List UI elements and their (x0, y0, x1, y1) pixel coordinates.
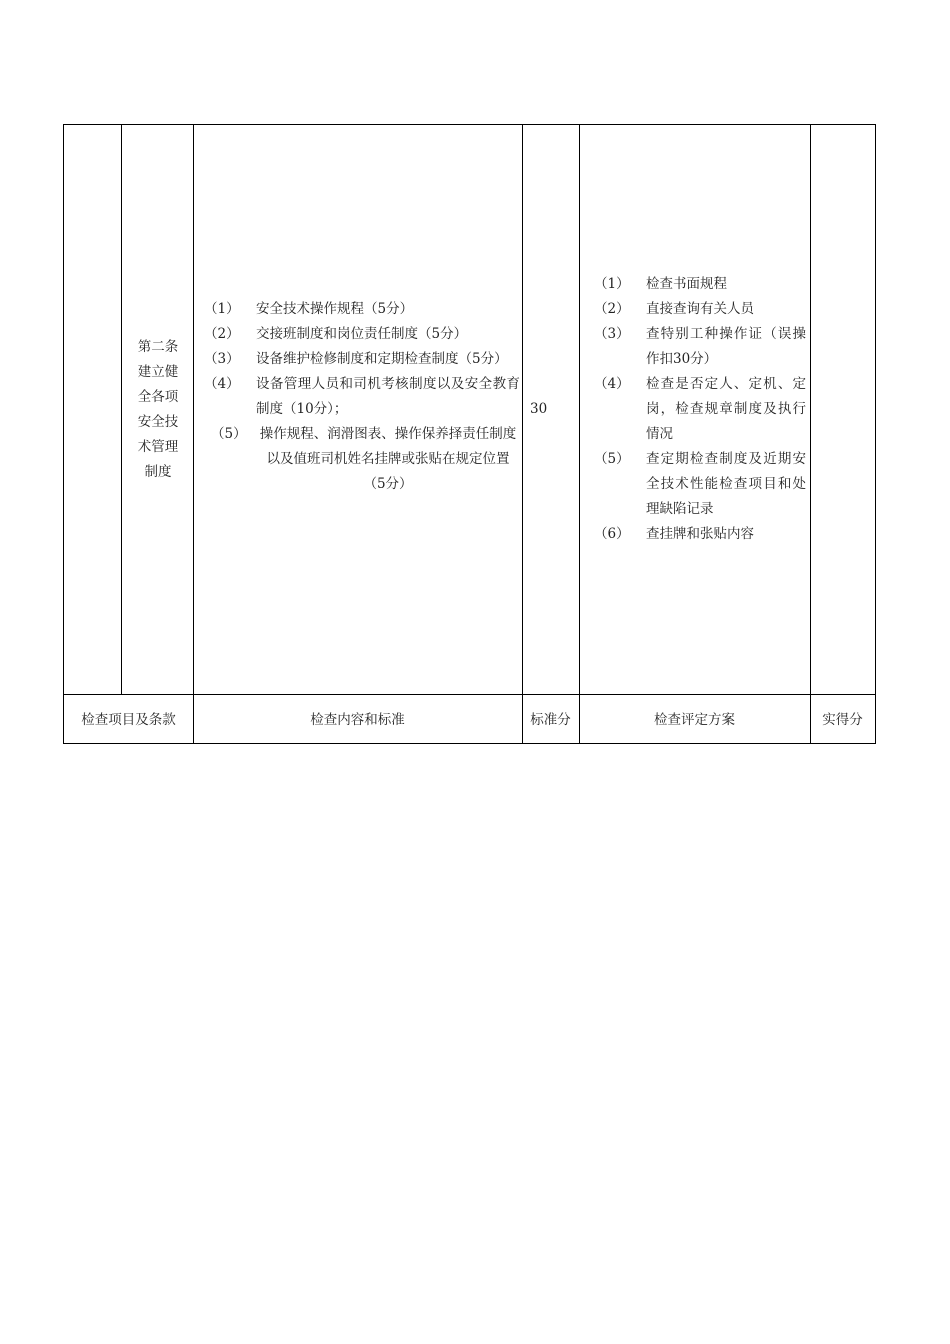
item-number: （4） (594, 376, 630, 392)
item-number: （3） (204, 351, 240, 367)
clause-line: 术管理 (137, 439, 179, 455)
method-item (594, 522, 806, 547)
grid-line (579, 125, 580, 744)
content-cell (204, 297, 520, 497)
item-number: （1） (594, 276, 630, 292)
method-item (594, 447, 806, 522)
item-number: （1） (204, 301, 240, 317)
item-text: 交接班制度和岗位责任制度（5分） (256, 326, 468, 342)
method-item (594, 297, 806, 322)
method-cell (594, 272, 806, 547)
item-text: 检查书面规程 (646, 276, 727, 292)
clause-line: 制度 (144, 464, 172, 480)
header-content-standard: 检查内容和标准 (310, 711, 405, 728)
item-number: （4） (204, 376, 240, 392)
clause-line: 第二条 (137, 339, 179, 355)
content-item (204, 372, 520, 422)
clause-line: 全各项 (137, 389, 179, 405)
grid-line (522, 125, 523, 744)
item-text: 直接查询有关人员 (646, 301, 754, 317)
content-item (204, 347, 520, 372)
item-text: 查挂牌和张贴内容 (646, 526, 754, 542)
clause-line: 安全技 (137, 414, 179, 430)
header-standard-score: 标准分 (530, 711, 571, 728)
standard-score: 30 (530, 401, 548, 417)
content-item (204, 297, 520, 322)
item-text: 检查是否定人、定机、定岗，检查规章制度及执行情况 (646, 376, 806, 442)
item-text: 安全技术操作规程（5分） (256, 301, 414, 317)
item-text: 查定期检查制度及近期安全技术性能检查项目和处理缺陷记录 (646, 451, 806, 517)
item-text: 设备维护检修制度和定期检查制度（5分） (256, 351, 508, 367)
item-text: 查特别工种操作证（误操作扣30分） (646, 326, 806, 367)
content-item (204, 422, 520, 497)
header-actual-score: 实得分 (822, 711, 863, 728)
item-number: （2） (204, 326, 240, 342)
item-text: 操作规程、润滑图表、操作保养择责任制度以及值班司机姓名挂牌或张贴在规定位置（5分） (259, 426, 517, 492)
item-number: （3） (594, 326, 630, 342)
item-number: （5） (211, 426, 247, 442)
inspection-table (63, 124, 876, 744)
item-number: （5） (594, 451, 630, 467)
item-number: （2） (594, 301, 630, 317)
header-item-clause: 检查项目及条款 (81, 711, 176, 728)
clause-line: 建立健 (137, 364, 179, 380)
method-item (594, 322, 806, 372)
grid-line (810, 125, 811, 744)
content-item (204, 322, 520, 347)
header-evaluation-method: 检查评定方案 (654, 711, 735, 728)
item-text: 设备管理人员和司机考核制度以及安全教育制度（10分）； (256, 376, 520, 417)
item-number: （6） (594, 526, 630, 542)
method-item (594, 372, 806, 447)
clause-cell (122, 335, 194, 485)
method-item (594, 272, 806, 297)
